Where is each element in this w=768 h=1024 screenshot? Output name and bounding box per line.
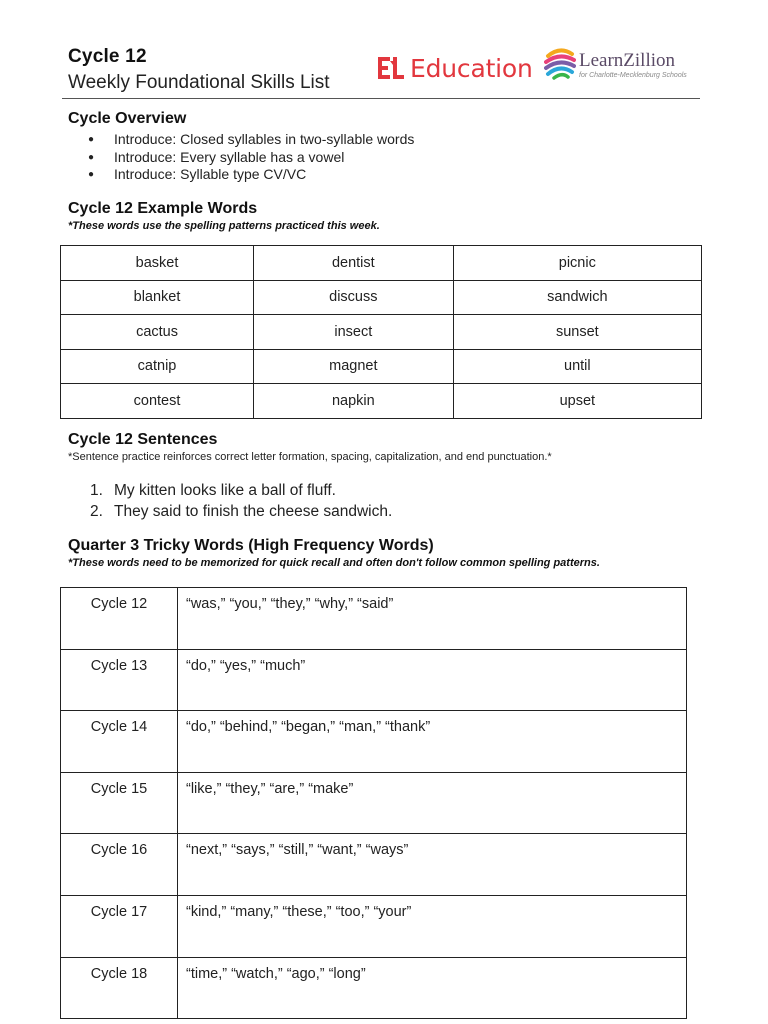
word-cell: magnet	[254, 349, 454, 384]
tricky-words-note: *These words need to be memorized for quick recall and often don't follow common spelling patterns.	[68, 557, 600, 569]
cycle-cell: Cycle 15	[61, 772, 178, 834]
words-cell: “like,” “they,” “are,” “make”	[178, 772, 687, 834]
word-cell: basket	[61, 246, 254, 281]
table-row	[61, 315, 702, 350]
cycle-cell: Cycle 17	[61, 895, 178, 957]
el-logo-word: Education	[410, 53, 533, 83]
cycle-cell: Cycle 14	[61, 711, 178, 773]
word-cell: dentist	[254, 246, 454, 281]
words-cell: “do,” “yes,” “much”	[178, 649, 687, 711]
table-row	[61, 649, 687, 711]
table-row	[61, 834, 687, 896]
cycle-cell: Cycle 18	[61, 957, 178, 1019]
word-cell: insect	[254, 315, 454, 350]
bullet-icon: ●	[88, 169, 95, 180]
page-title: Cycle 12	[68, 46, 147, 67]
sentences-note: *Sentence practice reinforces correct letter formation, spacing, capitalization, and end punctuation.*	[68, 451, 552, 463]
table-row	[61, 957, 687, 1019]
word-cell: catnip	[61, 349, 254, 384]
example-words-table	[60, 245, 702, 419]
table-row	[61, 384, 702, 419]
list-item	[90, 480, 392, 501]
header-divider	[62, 98, 700, 99]
words-cell: “do,” “behind,” “began,” “man,” “thank”	[178, 711, 687, 773]
bullet-icon: ●	[88, 151, 95, 163]
list-number: 1.	[90, 482, 103, 499]
list-item-text: Introduce: Every syllable has a vowel	[114, 148, 345, 165]
sentence-text: They said to finish the cheese sandwich.	[114, 503, 393, 520]
word-cell: discuss	[254, 280, 454, 315]
word-cell: sandwich	[453, 280, 701, 315]
list-item	[90, 501, 392, 522]
cycle-cell: Cycle 16	[61, 834, 178, 896]
word-cell: blanket	[61, 280, 254, 315]
word-cell: sunset	[453, 315, 701, 350]
word-cell: upset	[453, 384, 701, 419]
el-education-logo	[378, 52, 533, 84]
example-words-heading: Cycle 12 Example Words	[68, 200, 258, 217]
table-row	[61, 772, 687, 834]
word-cell: cactus	[61, 315, 254, 350]
table-row	[61, 246, 702, 281]
learnzillion-logo-word: LearnZillion	[579, 50, 676, 71]
word-cell: picnic	[453, 246, 701, 281]
word-cell: napkin	[254, 384, 454, 419]
sentences-list	[90, 480, 392, 522]
list-item	[88, 149, 414, 167]
list-item-text: Introduce: Closed syllables in two-syllable words	[114, 131, 415, 147]
learnzillion-tagline: for Charlotte-Mecklenburg Schools	[579, 72, 687, 79]
bullet-icon: ●	[88, 134, 95, 145]
example-words-note: *These words use the spelling patterns practiced this week.	[68, 220, 380, 232]
words-cell: “time,” “watch,” “ago,” “long”	[178, 957, 687, 1019]
table-row	[61, 895, 687, 957]
word-cell: contest	[61, 384, 254, 419]
sentences-heading: Cycle 12 Sentences	[68, 431, 218, 448]
words-cell: “kind,” “many,” “these,” “too,” “your”	[178, 895, 687, 957]
overview-heading: Cycle Overview	[68, 110, 187, 127]
el-logo-icon	[378, 55, 406, 81]
sentence-text: My kitten looks like a ball of fluff.	[114, 482, 336, 499]
table-row	[61, 349, 702, 384]
tricky-words-heading: Quarter 3 Tricky Words (High Frequency Words)	[68, 537, 434, 554]
tricky-words-table	[60, 587, 687, 1019]
table-row	[61, 588, 687, 650]
cycle-cell: Cycle 12	[61, 588, 178, 650]
overview-list	[88, 131, 414, 184]
words-cell: “was,” “you,” “they,” “why,” “said”	[178, 588, 687, 650]
cycle-cell: Cycle 13	[61, 649, 178, 711]
table-row	[61, 280, 702, 315]
learnzillion-logo	[544, 46, 687, 86]
list-number: 2.	[90, 503, 103, 520]
words-cell: “next,” “says,” “still,” “want,” “ways”	[178, 834, 687, 896]
list-item	[88, 131, 414, 149]
list-item-text: Introduce: Syllable type CV/VC	[114, 166, 307, 182]
list-item	[88, 166, 414, 184]
word-cell: until	[453, 349, 701, 384]
page-subtitle: Weekly Foundational Skills List	[68, 72, 330, 93]
table-row	[61, 711, 687, 773]
learnzillion-logo-icon	[544, 46, 576, 80]
